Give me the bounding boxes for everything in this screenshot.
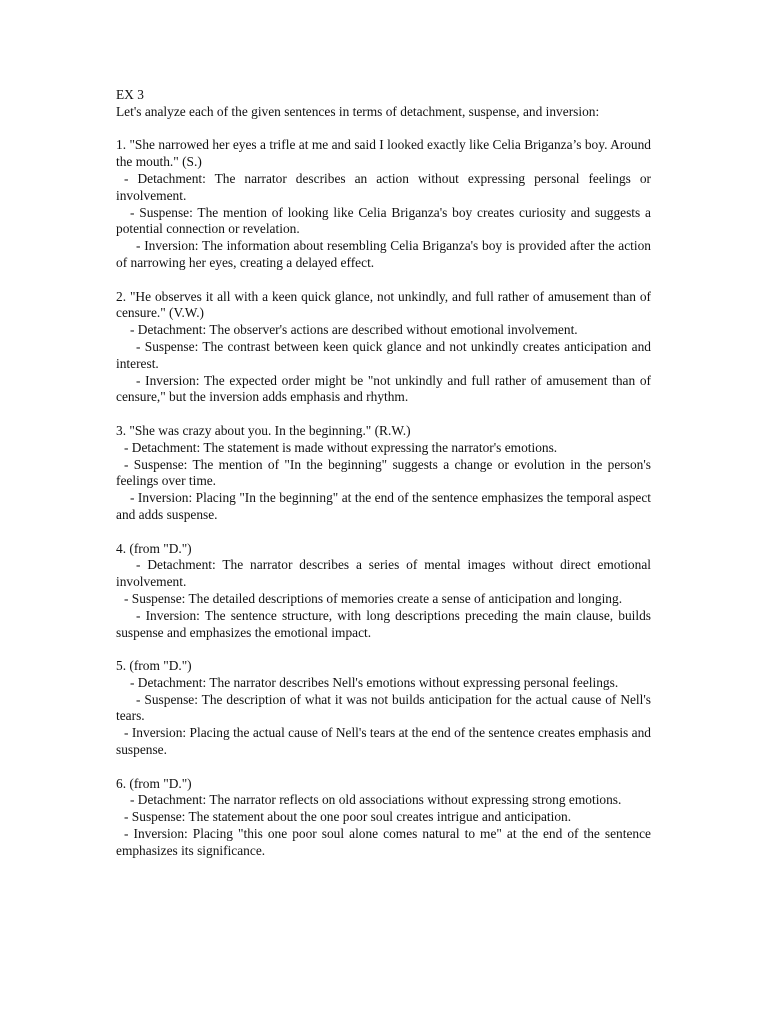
document-intro: Let's analyze each of the given sentences in terms of detachment, suspense, and inversion: [116, 103, 600, 119]
sentence-quote: 6. (from "D.") [116, 775, 192, 791]
document-title: EX 3 [116, 87, 144, 102]
sentence-quote: 3. "She was crazy about you. In the beginning." (R.W.) [116, 422, 411, 438]
inversion-analysis: - Inversion: The expected order might be "not unkindly and full rather of amusement than of censure," but the inversion adds emphasis and rhythm. [116, 372, 651, 405]
detachment-analysis: - Detachment: The narrator describes Nell's emotions without expressing personal feelings. [130, 674, 619, 690]
sentence-quote: 1. "She narrowed her eyes a trifle at me and said I looked exactly like Celia Briganza’s boy. Around the mouth." (S.) [116, 137, 651, 170]
sentence-quote: 4. (from "D.") [116, 540, 192, 556]
analysis-section-4 [116, 541, 651, 642]
suspense-analysis: - Suspense: The statement about the one poor soul creates intrigue and anticipation. [124, 809, 572, 825]
sentence-quote: 2. "He observes it all with a keen quick glance, not unkindly, and full rather of amusement than of censure." (V.W.) [116, 288, 651, 321]
analysis-section-6 [116, 776, 651, 860]
inversion-analysis: - Inversion: The information about resembling Celia Briganza's boy is provided after the action of narrowing her eyes, creating a delayed effect. [116, 238, 651, 270]
detachment-analysis: - Detachment: The observer's actions are described without emotional involvement. [130, 322, 578, 338]
detachment-analysis: - Detachment: The narrator describes a series of mental images without direct emotional involvement. [116, 557, 651, 590]
suspense-analysis: - Suspense: The mention of looking like Celia Briganza's boy creates curiosity and suggests a potential connection or revelation. [116, 204, 651, 237]
suspense-analysis: - Suspense: The contrast between keen quick glance and not unkindly creates anticipation and interest. [116, 338, 651, 371]
inversion-analysis: - Inversion: Placing "In the beginning" at the end of the sentence emphasizes the temporal aspect and adds suspense. [116, 490, 651, 522]
sentence-quote: 5. (from "D.") [116, 658, 192, 674]
detachment-analysis: - Detachment: The statement is made without expressing the narrator's emotions. [124, 439, 558, 455]
suspense-analysis: - Suspense: The detailed descriptions of memories create a sense of anticipation and longing. [124, 590, 623, 606]
analysis-section-5 [116, 658, 651, 759]
inversion-analysis: - Inversion: The sentence structure, with long descriptions preceding the main clause, builds suspense and emphasizes the emotional impact. [116, 607, 651, 640]
suspense-analysis: - Suspense: The description of what it was not builds anticipation for the actual cause of Nell's tears. [116, 691, 651, 724]
analysis-section-2 [116, 289, 651, 407]
inversion-analysis: - Inversion: Placing "this one poor soul alone comes natural to me" at the end of the sentence emphasizes its significance. [116, 826, 651, 858]
detachment-analysis: - Detachment: The narrator describes an action without expressing personal feelings or involvement. [116, 170, 651, 203]
detachment-analysis: - Detachment: The narrator reflects on old associations without expressing strong emotions. [130, 792, 622, 808]
document-page [116, 87, 651, 876]
analysis-section-3 [116, 423, 651, 524]
inversion-analysis: - Inversion: Placing the actual cause of Nell's tears at the end of the sentence creates emphasis and suspense. [116, 725, 651, 758]
analysis-section-1 [116, 137, 651, 271]
suspense-analysis: - Suspense: The mention of "In the beginning" suggests a change or evolution in the person's feelings over time. [116, 456, 651, 489]
